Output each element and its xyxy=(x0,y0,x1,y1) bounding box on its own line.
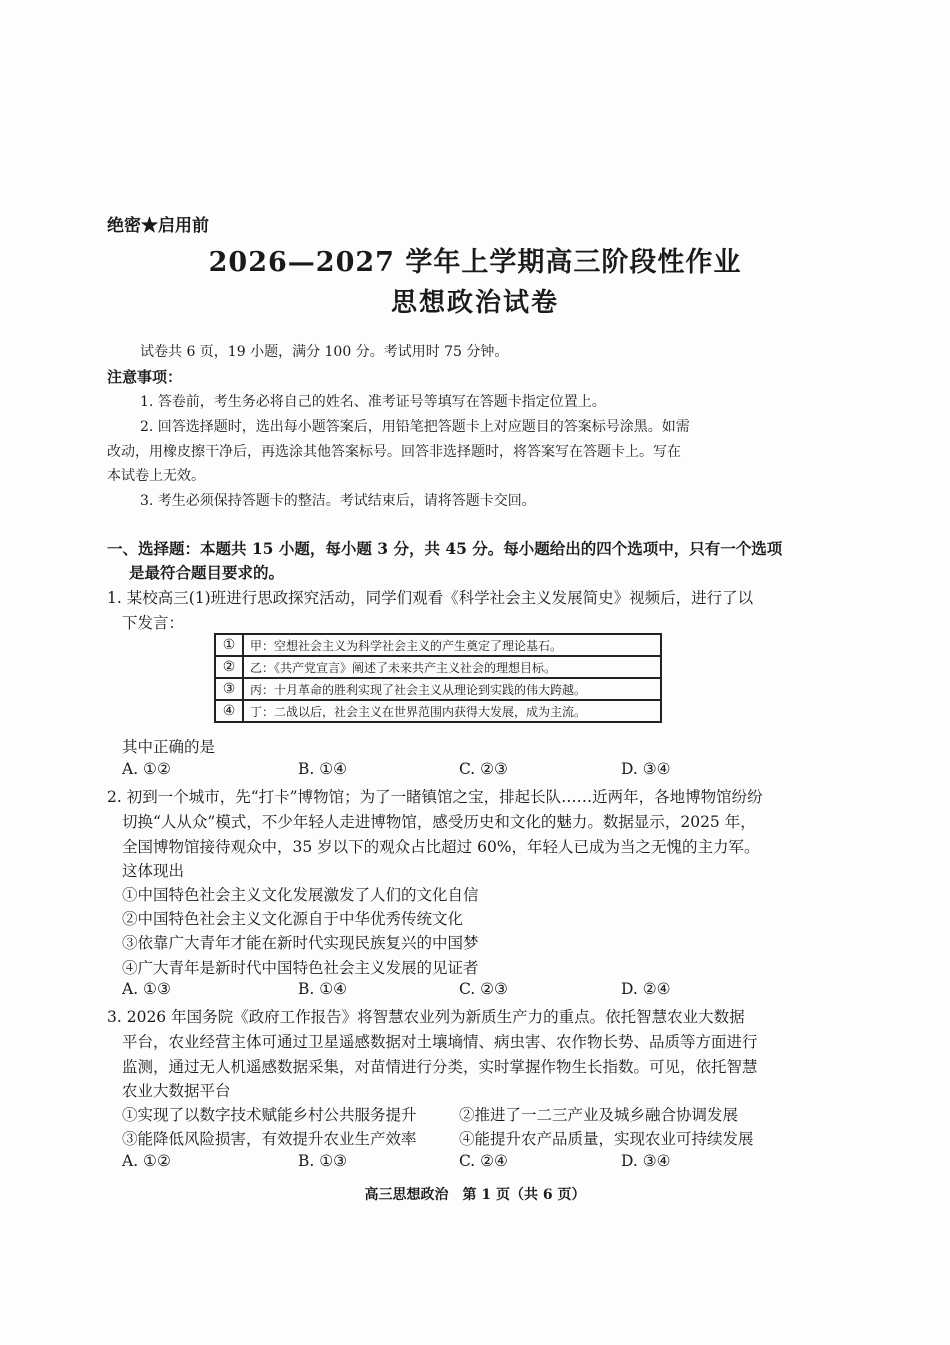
question-stem: 2. 初到一个城市，先“打卡”博物馆；为了一睹镇馆之宝，排起长队……近两年，各地博物馆纷纷 xyxy=(107,788,763,806)
question-stem: 1. 某校高三(1)班进行思政探究活动，同学们观看《科学社会主义发展简史》视频后，进行了以 xyxy=(107,589,754,607)
statement-table xyxy=(214,633,662,723)
option-b[interactable]: B. ①④ xyxy=(298,760,348,778)
option-b[interactable]: B. ①④ xyxy=(298,980,348,998)
option-d[interactable]: D. ③④ xyxy=(621,1152,671,1170)
statement: ③能降低风险损害，有效提升农业生产效率 xyxy=(122,1130,417,1148)
option-c[interactable]: C. ②③ xyxy=(459,760,508,778)
note-item: 改动，用橡皮擦干净后，再选涂其他答案标号。回答非选择题时，将答案写在答题卡上。写在 xyxy=(107,444,681,460)
question-stem: 监测，通过无人机遥感数据采集，对苗情进行分类，实时掌握作物生长指数。可见，依托智慧 xyxy=(122,1058,758,1076)
question-stem: 3. 2026 年国务院《政府工作报告》将智慧农业列为新质生产力的重点。依托智慧农业大数据 xyxy=(107,1008,745,1026)
question-stem: 下发言： xyxy=(122,614,185,632)
option-d[interactable]: D. ③④ xyxy=(621,760,671,778)
statement: ④能提升农产品质量，实现农业可持续发展 xyxy=(459,1130,754,1148)
section-heading: 是最符合题目要求的。 xyxy=(129,563,285,582)
note-item: 本试卷上无效。 xyxy=(107,468,205,484)
statement: ②推进了一二三产业及城乡融合协调发展 xyxy=(459,1106,739,1124)
option-a[interactable]: A. ①② xyxy=(122,760,171,778)
statement: ①中国特色社会主义文化发展激发了人们的文化自信 xyxy=(122,886,479,904)
question-stem: 全国博物馆接待观众中，35 岁以下的观众占比超过 60%，年轻人已成为当之无愧的主力军。 xyxy=(122,838,760,856)
section-heading: 一、选择题：本题共 15 小题，每小题 3 分，共 45 分。每小题给出的四个选项中，只有一个选项 xyxy=(107,539,783,558)
table-row xyxy=(215,656,661,678)
question-stem: 这体现出 xyxy=(122,862,185,880)
statement: ④广大青年是新时代中国特色社会主义发展的见证者 xyxy=(122,959,479,977)
exam-info: 试卷共 6 页，19 小题，满分 100 分。考试用时 75 分钟。 xyxy=(140,344,509,360)
option-c[interactable]: C. ②④ xyxy=(459,1152,508,1170)
option-a[interactable]: A. ①② xyxy=(122,1152,171,1170)
statement: ②中国特色社会主义文化源自于中华优秀传统文化 xyxy=(122,910,464,928)
statement-text: 丁：二战以后，社会主义在世界范围内获得大发展，成为主流。 xyxy=(243,700,661,722)
note-item: 2. 回答选择题时，选出每小题答案后，用铅笔把答题卡上对应题目的答案标号涂黑。如需 xyxy=(140,419,690,435)
note-item: 3. 考生必须保持答题卡的整洁。考试结束后，请将答题卡交回。 xyxy=(140,493,536,509)
statement-number: ② xyxy=(215,656,243,678)
notes-heading: 注意事项： xyxy=(107,368,183,386)
subject-title: 思想政治试卷 xyxy=(390,288,559,318)
table-row xyxy=(215,678,661,700)
question-stem: 切换“人从众”模式，不少年轻人走进博物馆，感受历史和文化的魅力。数据显示，2025 年， xyxy=(122,813,756,831)
note-item: 1. 答卷前，考生务必将自己的姓名、准考证号等填写在答题卡指定位置上。 xyxy=(140,394,606,410)
question-stem: 农业大数据平台 xyxy=(122,1082,231,1100)
table-row xyxy=(215,634,661,656)
question-stem: 平台，农业经营主体可通过卫星遥感数据对土壤墒情、病虫害、农作物长势、品质等方面进行 xyxy=(122,1033,758,1051)
option-a[interactable]: A. ①③ xyxy=(122,980,171,998)
statement-text: 甲：空想社会主义为科学社会主义的产生奠定了理论基石。 xyxy=(243,634,661,656)
statement-number: ③ xyxy=(215,678,243,700)
exam-title: 2026—2027 学年上学期高三阶段性作业 xyxy=(208,247,742,278)
statement-number: ① xyxy=(215,634,243,656)
statement-number: ④ xyxy=(215,700,243,722)
option-b[interactable]: B. ①③ xyxy=(298,1152,348,1170)
statement-text: 乙：《共产党宣言》阐述了未来共产主义社会的理想目标。 xyxy=(243,656,661,678)
question-prompt: 其中正确的是 xyxy=(122,738,216,756)
option-d[interactable]: D. ②④ xyxy=(621,980,671,998)
page-footer: 高三思想政治 第 1 页（共 6 页） xyxy=(364,1187,586,1203)
option-c[interactable]: C. ②③ xyxy=(459,980,508,998)
confidential-label: 绝密★启用前 xyxy=(107,216,209,236)
table-row xyxy=(215,700,661,722)
statement-text: 丙：十月革命的胜利实现了社会主义从理论到实践的伟大跨越。 xyxy=(243,678,661,700)
statement: ③依靠广大青年才能在新时代实现民族复兴的中国梦 xyxy=(122,934,479,952)
statement: ①实现了以数字技术赋能乡村公共服务提升 xyxy=(122,1106,417,1124)
